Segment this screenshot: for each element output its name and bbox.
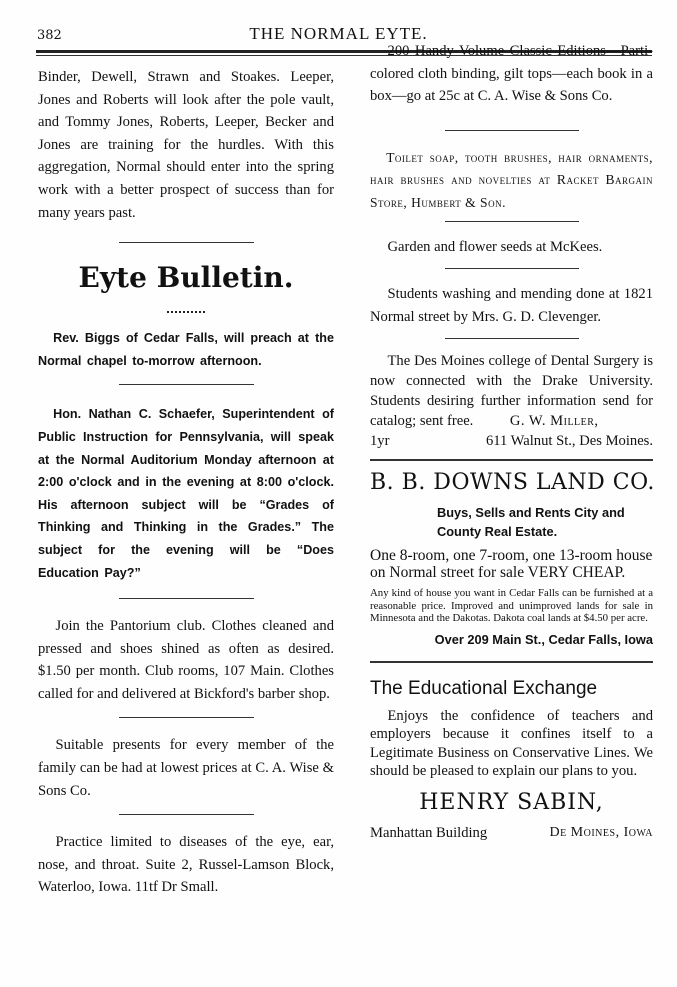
- ad-border: [370, 661, 653, 663]
- dental-text: The Des Moines college of Dental Surgery is now connected with the Drake University. Students desiring further information send for catalog; sent free.: [370, 353, 653, 430]
- right-column: [370, 40, 653, 843]
- divider: [119, 242, 254, 243]
- divider: [445, 338, 579, 339]
- exchange-city: De Moines, Iowa: [549, 824, 653, 840]
- bulletin-item: Join the Pantorium club. Clothes cleaned and pressed and shoes shined as often as desired. $1.50 per month. Club rooms, 107 Main. Clothes called for and delivered at Bickford's barber shop.: [38, 618, 334, 702]
- exchange-name: HENRY SABIN,: [419, 789, 604, 815]
- exchange-footer: [370, 823, 653, 843]
- bulletin-title: Eyte Bulletin.: [78, 261, 294, 295]
- bulletin-item: Rev. Biggs of Cedar Falls, will preach at the Normal chapel to-morrow afternoon.: [38, 331, 334, 368]
- bulletin-item: Suitable presents for every member of the family can be had at lowest prices at C. A. Wise & Sons Co.: [38, 737, 334, 799]
- bulletin-item: Practice limited to diseases of the eye, ear, nose, and throat. Suite 2, Russel-Lamson Block, Waterloo, Iowa. 11tf Dr Small.: [38, 834, 334, 896]
- downs-title: B. B. DOWNS LAND CO.: [370, 470, 655, 496]
- ad-dental-college: [370, 351, 653, 431]
- dental-contact-name: G. W. Miller,: [509, 413, 599, 430]
- downs-subtitle: Buys, Sells and Rents City and County Real Estate.: [437, 505, 625, 540]
- divider: [445, 130, 579, 131]
- left-column: [38, 66, 334, 899]
- ad-classic-editions: 200 Handy Volume Classic Editions—Parti-colored cloth binding, gilt tops—each book in a box—go at 25c at C. A. Wise & Sons Co.: [370, 43, 653, 105]
- dental-signature: [370, 431, 653, 451]
- exchange-title: The Educational Exchange: [370, 677, 598, 699]
- exchange-building: Manhattan Building: [370, 824, 488, 841]
- bulletin-item: Hon. Nathan C. Schaefer, Superintendent of Public Instruction for Pennsylvania, will speak at the Normal Auditorium Monday afternoon at 2:00 o'clock and in the evening at 8:00 o'clock. His afternoon subject will be “Grades of Thinking and Thinking in the Grades.” The subject for the evening will be “Does Education Pay?”: [38, 407, 334, 580]
- ad-toilet-soap: Toilet soap, tooth brushes, hair ornaments, hair brushes and novelties at Racket Bargain Store, Humbert & Son.: [370, 149, 653, 210]
- divider: [445, 221, 579, 222]
- divider: [445, 268, 579, 269]
- ornament-divider: [167, 311, 205, 313]
- page-header-title: THE NORMAL EYTE.: [249, 24, 428, 43]
- ad-border: [370, 459, 653, 461]
- dental-address: 611 Walnut St., Des Moines.: [485, 433, 653, 450]
- dental-term: 1yr: [370, 433, 390, 450]
- exchange-body: Enjoys the confidence of teachers and employers because it confines itself to a Legitimate Business on Conservative Lines. We should be pleased to explain our plans to you.: [370, 707, 653, 780]
- divider: [119, 598, 254, 599]
- ad-washing: Students washing and mending done at 1821 Normal street by Mrs. G. D. Clevenger.: [370, 286, 653, 325]
- divider: [119, 717, 254, 718]
- divider: [119, 814, 254, 815]
- page-number: 382: [37, 28, 62, 43]
- ad-seeds: Garden and flower seeds at McKees.: [387, 238, 603, 255]
- downs-offer: One 8-room, one 7-room, one 13-room house on Normal street for sale VERY CHEAP.: [370, 547, 653, 582]
- divider: [119, 384, 254, 385]
- article-continuation: Binder, Dewell, Strawn and Stoakes. Leeper, Jones and Roberts will look after the pole vault, and Tommy Jones, Roberts, Leeper, Becker and Jones are training for the hurdles. With this aggregation, Normal should enter into the spring work with a better prospect of success than for many years past.: [38, 69, 334, 221]
- downs-details: Any kind of house you want in Cedar Falls can be furnished at a reasonable price. Improved and unimproved lands for sale in Minnesota and the Dakotas. Dakota coal lands at $4.50 per acre.: [370, 587, 653, 625]
- downs-address: Over 209 Main St., Cedar Falls, Iowa: [434, 631, 653, 647]
